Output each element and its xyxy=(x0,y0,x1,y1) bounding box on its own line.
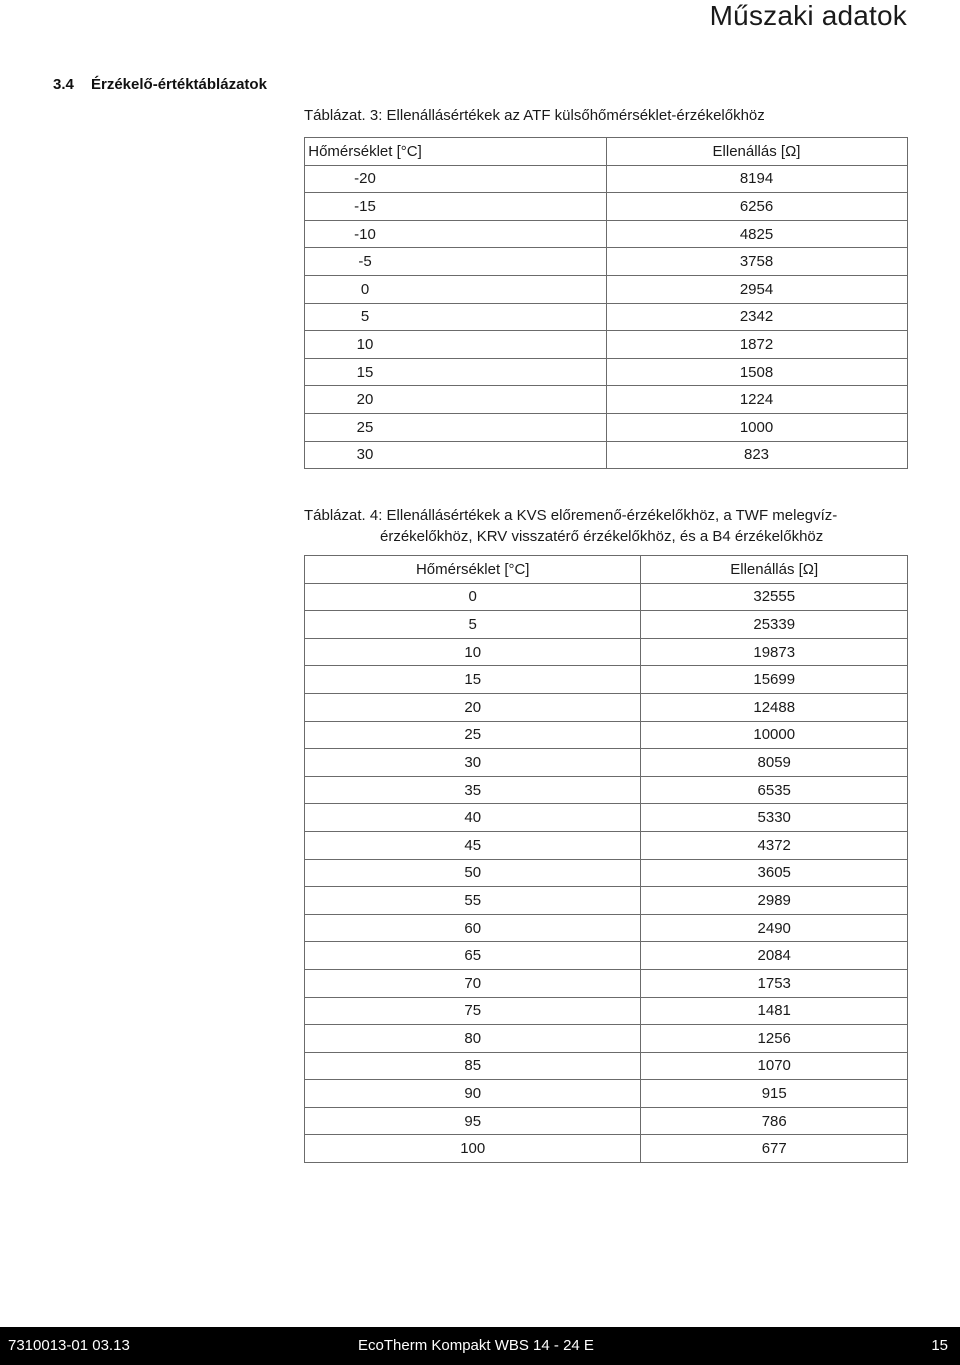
table4-caption-line2: érzékelőkhöz, KRV visszatérő érzékelőkhöz, és a B4 érzékelőkhöz xyxy=(380,528,824,545)
cell-resistance: 2989 xyxy=(641,887,908,915)
table-row xyxy=(305,859,908,887)
table3-caption: Táblázat. 3: Ellenállásértékek az ATF külsőhőmérséklet-érzékelőkhöz xyxy=(304,107,765,124)
cell-resistance: 2490 xyxy=(641,914,908,942)
cell-temperature: 55 xyxy=(305,887,641,915)
cell-resistance: 6535 xyxy=(641,776,908,804)
cell-resistance: 12488 xyxy=(641,693,908,721)
cell-temperature: -20 xyxy=(305,165,607,193)
column-header-resistance: Ellenállás [Ω] xyxy=(641,556,908,584)
cell-temperature: 10 xyxy=(305,638,641,666)
table-header-row xyxy=(305,556,908,584)
column-header-temperature: Hőmérséklet [°C] xyxy=(305,556,641,584)
cell-resistance: 8059 xyxy=(641,749,908,777)
table4-sensor-resistance xyxy=(304,555,908,1163)
table-row xyxy=(305,611,908,639)
section-heading xyxy=(53,76,267,93)
cell-resistance: 25339 xyxy=(641,611,908,639)
table-row xyxy=(305,248,908,276)
page-header-title: Műszaki adatok xyxy=(709,0,907,31)
cell-temperature: 20 xyxy=(305,693,641,721)
table-row xyxy=(305,275,908,303)
table-row xyxy=(305,969,908,997)
table-row xyxy=(305,1080,908,1108)
section-number: 3.4 xyxy=(53,76,74,93)
table-row xyxy=(305,358,908,386)
cell-temperature: -15 xyxy=(305,193,607,221)
table-row xyxy=(305,887,908,915)
cell-temperature: 5 xyxy=(305,303,607,331)
table-row xyxy=(305,804,908,832)
table4-caption xyxy=(304,505,894,547)
cell-temperature: 0 xyxy=(305,583,641,611)
cell-resistance: 32555 xyxy=(641,583,908,611)
table-row xyxy=(305,1025,908,1053)
table-row xyxy=(305,1107,908,1135)
table4-caption-line1: Táblázat. 4: Ellenállásértékek a KVS előremenő-érzékelőkhöz, a TWF melegvíz- xyxy=(304,507,838,524)
cell-resistance: 1481 xyxy=(641,997,908,1025)
cell-resistance: 2084 xyxy=(641,942,908,970)
table-row xyxy=(305,413,908,441)
table-row xyxy=(305,583,908,611)
table-row xyxy=(305,997,908,1025)
cell-resistance: 1508 xyxy=(606,358,908,386)
table-row xyxy=(305,776,908,804)
cell-resistance: 1256 xyxy=(641,1025,908,1053)
cell-temperature: 45 xyxy=(305,831,641,859)
cell-resistance: 4372 xyxy=(641,831,908,859)
cell-resistance: 1000 xyxy=(606,413,908,441)
cell-temperature: 15 xyxy=(305,358,607,386)
table-row xyxy=(305,165,908,193)
cell-temperature: 30 xyxy=(305,749,641,777)
cell-resistance: 1224 xyxy=(606,386,908,414)
cell-temperature: 70 xyxy=(305,969,641,997)
table-row xyxy=(305,441,908,469)
cell-resistance: 2342 xyxy=(606,303,908,331)
cell-temperature: 75 xyxy=(305,997,641,1025)
cell-resistance: 1872 xyxy=(606,331,908,359)
cell-resistance: 2954 xyxy=(606,275,908,303)
cell-temperature: 40 xyxy=(305,804,641,832)
table-row xyxy=(305,1052,908,1080)
cell-resistance: 3605 xyxy=(641,859,908,887)
cell-temperature: 80 xyxy=(305,1025,641,1053)
cell-temperature: 65 xyxy=(305,942,641,970)
cell-resistance: 677 xyxy=(641,1135,908,1163)
column-header-resistance: Ellenállás [Ω] xyxy=(606,138,908,166)
footer-product-name: EcoTherm Kompakt WBS 14 - 24 E xyxy=(358,1337,594,1354)
section-title: Érzékelő-értéktáblázatok xyxy=(91,76,267,93)
table-row xyxy=(305,193,908,221)
page-footer xyxy=(0,1327,960,1365)
cell-resistance: 5330 xyxy=(641,804,908,832)
footer-page-number: 15 xyxy=(931,1337,948,1354)
cell-resistance: 823 xyxy=(606,441,908,469)
cell-temperature: 10 xyxy=(305,331,607,359)
cell-temperature: 60 xyxy=(305,914,641,942)
cell-resistance: 1070 xyxy=(641,1052,908,1080)
cell-resistance: 3758 xyxy=(606,248,908,276)
table-row xyxy=(305,1135,908,1163)
cell-temperature: 35 xyxy=(305,776,641,804)
cell-temperature: 95 xyxy=(305,1107,641,1135)
cell-resistance: 1753 xyxy=(641,969,908,997)
column-header-temperature: Hőmérséklet [°C] xyxy=(305,138,607,166)
cell-temperature: 5 xyxy=(305,611,641,639)
table-row xyxy=(305,386,908,414)
cell-temperature: 50 xyxy=(305,859,641,887)
table-row xyxy=(305,914,908,942)
cell-resistance: 8194 xyxy=(606,165,908,193)
cell-resistance: 4825 xyxy=(606,220,908,248)
cell-temperature: 25 xyxy=(305,413,607,441)
cell-temperature: 15 xyxy=(305,666,641,694)
table-row xyxy=(305,220,908,248)
cell-resistance: 6256 xyxy=(606,193,908,221)
cell-temperature: 85 xyxy=(305,1052,641,1080)
cell-temperature: -5 xyxy=(305,248,607,276)
cell-temperature: 30 xyxy=(305,441,607,469)
table3-atf-resistance xyxy=(304,137,908,469)
table-row xyxy=(305,831,908,859)
cell-temperature: 100 xyxy=(305,1135,641,1163)
table-row xyxy=(305,303,908,331)
table-header-row xyxy=(305,138,908,166)
cell-resistance: 10000 xyxy=(641,721,908,749)
footer-doc-number: 7310013-01 03.13 xyxy=(8,1337,130,1354)
cell-temperature: -10 xyxy=(305,220,607,248)
cell-resistance: 915 xyxy=(641,1080,908,1108)
table-row xyxy=(305,666,908,694)
table-row xyxy=(305,693,908,721)
cell-resistance: 19873 xyxy=(641,638,908,666)
cell-temperature: 25 xyxy=(305,721,641,749)
table-row xyxy=(305,638,908,666)
cell-temperature: 90 xyxy=(305,1080,641,1108)
table-row xyxy=(305,721,908,749)
cell-temperature: 0 xyxy=(305,275,607,303)
table-row xyxy=(305,331,908,359)
table-row xyxy=(305,942,908,970)
table-row xyxy=(305,749,908,777)
cell-temperature: 20 xyxy=(305,386,607,414)
cell-resistance: 786 xyxy=(641,1107,908,1135)
cell-resistance: 15699 xyxy=(641,666,908,694)
